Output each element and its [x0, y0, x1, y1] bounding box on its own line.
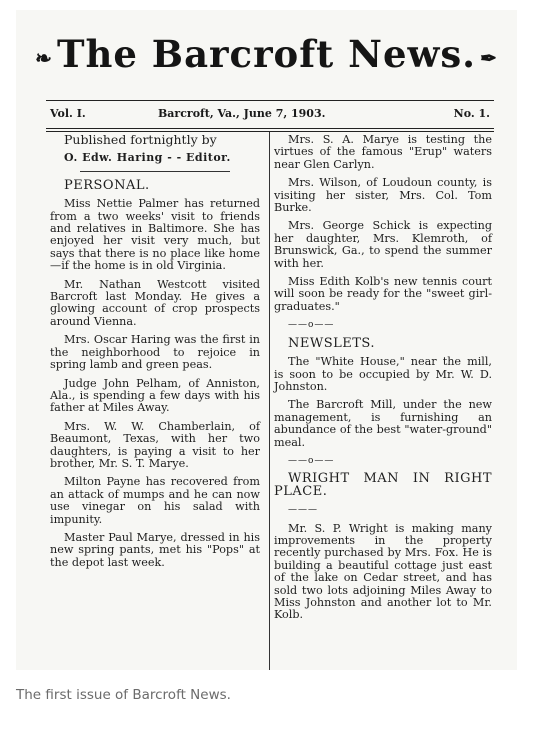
- news-item: Mr. Nathan Westcott visited Barcroft last Monday. He gives a glowing account of crop prospects around Vienna.: [50, 277, 260, 328]
- news-item: The "White House," near the mill, is soon to be occupied by Mr. W. D. Johnston.: [274, 355, 492, 393]
- news-item: Mrs. George Schick is expecting her daughter, Mrs. Klemroth, of Brunswick, Ga., to spend the summer with her.: [274, 219, 492, 270]
- bottom-rule: [46, 128, 494, 129]
- news-item: Miss Nettie Palmer has returned from a two weeks' visit to friends and relatives in Baltimore. She has enjoyed her visit very much, but says that there is no place like home—if the home is in old Virginia.: [50, 197, 260, 273]
- left-column: [50, 134, 260, 575]
- issue-number: No. 1.: [453, 107, 490, 120]
- dateline-bar: [46, 102, 494, 128]
- separator: ———: [288, 505, 318, 516]
- news-item: Milton Payne has recovered from an attack of mumps and he can now use vinegar on his salad with impunity.: [50, 475, 260, 526]
- section-heading-personal: PERSONAL.: [64, 177, 150, 193]
- section-heading-wright: WRIGHT MAN IN RIGHT PLACE.: [274, 471, 492, 499]
- news-item: Mrs. Wilson, of Loudoun county, is visiting her sister, Mrs. Col. Tom Burke.: [274, 176, 492, 215]
- image-caption: The first issue of Barcroft News.: [16, 687, 231, 703]
- news-item: Master Paul Marye, dressed in his new spring pants, met his "Pops" at the depot last week.: [50, 530, 260, 569]
- news-item: Mrs. W. W. Chamberlain, of Beaumont, Texas, with her two daughters, is paying a visit to her brother, Mr. S. T. Marye.: [50, 419, 260, 470]
- column-divider: [269, 132, 270, 670]
- news-item: Judge John Pelham, of Anniston, Ala., is spending a few days with his father at Miles Away.: [50, 376, 260, 415]
- dateline: Barcroft, Va., June 7, 1903.: [158, 107, 326, 120]
- newspaper-page: [16, 10, 517, 670]
- right-column: [274, 134, 492, 628]
- volume-label: Vol. I.: [50, 107, 86, 120]
- top-rule: [46, 100, 494, 101]
- published-line: Published fortnightly by: [64, 132, 217, 147]
- ornament-right-icon: ✒: [480, 45, 498, 70]
- news-item: Mr. S. P. Wright is making many improvements in the property recently purchased by Mrs. Fox. He is building a beautiful cottage just east of the lake on Cedar street, and has sold two lots adjoining Miles Away to Miss Johnston and another lot to Mr. Kolb.: [274, 521, 492, 622]
- masthead-title: The Barcroft News.: [56, 32, 477, 76]
- separator: ——o——: [288, 320, 335, 331]
- section-heading-newslets: NEWSLETS.: [288, 335, 376, 351]
- ornament-left-icon: ❧: [35, 45, 53, 70]
- masthead: [16, 32, 517, 76]
- short-rule: [80, 171, 230, 172]
- news-item: Mrs. S. A. Marye is testing the virtues of the famous "Erup" waters near Glen Carlyn.: [274, 133, 492, 171]
- editor-line: O. Edw. Haring - - Editor.: [64, 151, 231, 165]
- news-item: Mrs. Oscar Haring was the first in the neighborhood to rejoice in spring lamb and green peas.: [50, 333, 260, 372]
- news-item: The Barcroft Mill, under the new management, is furnishing an abundance of the best "water-ground" meal.: [274, 398, 492, 449]
- news-item: Miss Edith Kolb's new tennis court will soon be ready for the "sweet girl-graduates.": [274, 275, 492, 313]
- separator: ——o——: [288, 455, 335, 466]
